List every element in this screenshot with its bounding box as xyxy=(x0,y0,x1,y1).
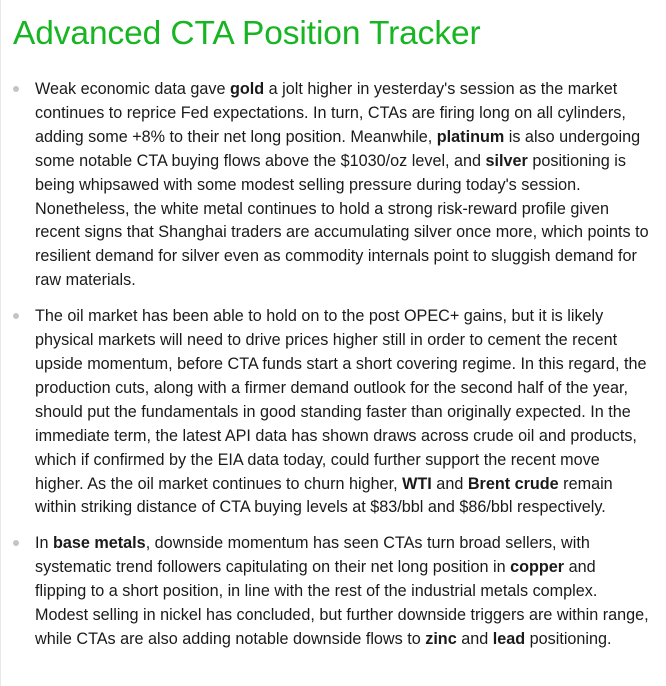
text-segment: The oil market has been able to hold on to the post OPEC+ gains, but it is likely physical markets will need to drive prices higher still in order to cement the recent upside momentum, before CTA funds start a short covering regime. In this regard, the production cuts, along with a firmer demand outlook for the second half of the year, should put the fundamentals in good standing faster than originally expected. In the immediate term, the latest API data has shown draws across crude oil and products, which if confirmed by the EIA data today, could further support the recent move higher. As the oil market continues to churn higher, xyxy=(35,307,647,493)
text-segment: and xyxy=(431,474,468,493)
text-segment: In xyxy=(35,534,53,553)
text-segment: and xyxy=(456,629,493,648)
commodity-name: lead xyxy=(492,629,526,648)
text-segment: and flipping to a short position, in line with the rest of the industrial metals complex. Modest selling in nickel has concluded, but further downside triggers are within range, while CTAs are also adding notable downside flows to xyxy=(35,558,649,648)
list-item xyxy=(1,532,666,652)
bullet-list xyxy=(1,78,666,664)
text-segment: , downside momentum has seen CTAs turn broad sellers, with systematic trend followers capitulating on their net long position in xyxy=(35,534,590,577)
commodity-name: zinc xyxy=(425,629,457,648)
bullet-dot-icon xyxy=(13,540,19,546)
text-segment: remain within striking distance of CTA buying levels at $83/bbl and $86/bbl respectively. xyxy=(35,474,613,517)
paragraph-text xyxy=(35,307,647,516)
commodity-name: Brent crude xyxy=(467,474,559,493)
commodity-name: silver xyxy=(485,151,528,170)
commodity-name: WTI xyxy=(402,474,432,493)
commodity-name: gold xyxy=(229,80,265,98)
commodity-name: platinum xyxy=(436,127,505,146)
commodity-name: copper xyxy=(510,558,565,577)
paragraph-text xyxy=(35,80,649,289)
text-segment: is also undergoing some notable CTA buying flows above the $1030/oz level, and xyxy=(35,127,641,170)
bullet-dot-icon xyxy=(13,313,19,319)
text-segment: positioning is being whipsawed with some modest selling pressure during today's session. Nonetheless, the white metal continues to hold a strong risk-reward profile given recent signs that Shanghai traders are accumulating silver once more, which points to resilient demand for silver even as commodity internals point to sluggish demand for raw materials. xyxy=(35,151,649,290)
list-item xyxy=(1,305,666,520)
bullet-dot-icon xyxy=(13,86,19,92)
list-item xyxy=(1,78,666,293)
text-segment: Weak economic data gave xyxy=(35,80,230,98)
text-segment: a jolt higher in yesterday's session as the market continues to reprice Fed expectations. In turn, CTAs are firing long on all cylinders, adding some +8% to their net long position. Meanwhile, xyxy=(35,80,626,146)
commodity-name: base metals xyxy=(53,534,146,553)
paragraph-text xyxy=(35,534,649,648)
text-segment: positioning. xyxy=(525,629,612,648)
page-title: Advanced CTA Position Tracker xyxy=(13,15,481,52)
